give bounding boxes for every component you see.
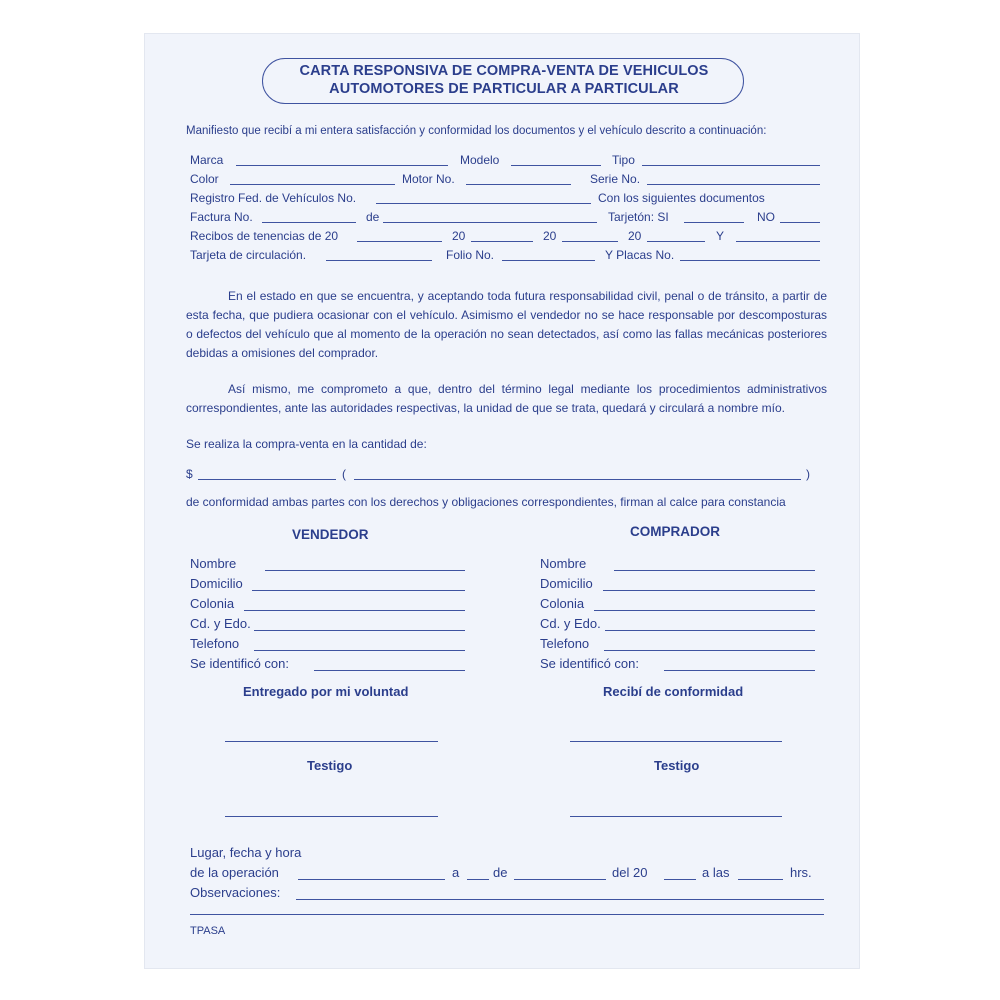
vendedor-telefono-field[interactable] xyxy=(254,650,465,651)
a-label: a xyxy=(452,865,460,880)
vendedor-cd-label: Cd. y Edo. xyxy=(190,616,251,631)
observaciones-field-1[interactable] xyxy=(296,899,824,900)
label-serie: Serie No. xyxy=(590,172,641,186)
title-line-2: AUTOMOTORES DE PARTICULAR A PARTICULAR xyxy=(329,81,679,97)
close-paren: ) xyxy=(806,467,810,481)
label-de: de xyxy=(366,210,380,224)
dollar-sign: $ xyxy=(186,467,193,481)
mes-field[interactable] xyxy=(514,879,606,880)
modelo-field[interactable] xyxy=(511,165,601,166)
vendedor-domicilio-label: Domicilio xyxy=(190,576,243,591)
vendedor-witness-line[interactable] xyxy=(225,816,438,817)
comprador-telefono-field[interactable] xyxy=(604,650,815,651)
vendedor-domicilio-field[interactable] xyxy=(252,590,465,591)
vendedor-heading: VENDEDOR xyxy=(292,527,369,542)
de-field[interactable] xyxy=(383,222,597,223)
color-field[interactable] xyxy=(230,184,395,185)
anio-field[interactable] xyxy=(664,879,696,880)
vendedor-signature-label: Entregado por mi voluntad xyxy=(243,684,409,699)
vendedor-telefono-label: Telefono xyxy=(190,636,240,651)
vendedor-cd-field[interactable] xyxy=(254,630,465,631)
label-no: NO xyxy=(757,210,775,224)
tarjeton-si-field[interactable] xyxy=(684,222,744,223)
recibo-5-field[interactable] xyxy=(736,241,820,242)
comprador-nombre-label: Nombre xyxy=(540,556,587,571)
label-color: Color xyxy=(190,172,219,186)
recibo-1-field[interactable] xyxy=(357,241,442,242)
label-tarjeton: Tarjetón: SI xyxy=(608,210,669,224)
label-20-b: 20 xyxy=(543,229,557,243)
comprador-telefono-label: Telefono xyxy=(540,636,590,651)
label-registro: Registro Fed. de Vehículos No. xyxy=(190,191,357,205)
operacion-lugar-field[interactable] xyxy=(298,879,445,880)
vendedor-witness-label: Testigo xyxy=(307,758,353,773)
placas-field[interactable] xyxy=(680,260,820,261)
comprador-colonia-field[interactable] xyxy=(594,610,815,611)
label-20-a: 20 xyxy=(452,229,466,243)
tipo-field[interactable] xyxy=(642,165,820,166)
label-motor: Motor No. xyxy=(402,172,455,186)
comprador-witness-line[interactable] xyxy=(570,816,782,817)
comprador-identifico-field[interactable] xyxy=(664,670,815,671)
label-placas: Y Placas No. xyxy=(605,248,675,262)
hrs-label: hrs. xyxy=(790,865,812,880)
label-tarjeta: Tarjeta de circulación. xyxy=(190,248,307,262)
comprador-heading: COMPRADOR xyxy=(630,524,720,539)
comprador-witness-label: Testigo xyxy=(654,758,700,773)
brand-mark: TPASA xyxy=(190,925,226,937)
comprador-domicilio-field[interactable] xyxy=(603,590,815,591)
tarjeton-no-field[interactable] xyxy=(780,222,820,223)
folio-field[interactable] xyxy=(502,260,595,261)
amount-words-field[interactable] xyxy=(354,479,801,480)
factura-field[interactable] xyxy=(262,222,356,223)
paragraph-commitment: Así mismo, me comprometo a que, dentro del término legal mediante los procedimientos administrativos correspondientes, ante las autoridades respectivas, la unidad de que se trata, quedará y circulará a nombre mío. xyxy=(186,382,827,415)
title-line-1: CARTA RESPONSIVA DE COMPRA-VENTA DE VEHICULOS xyxy=(299,63,709,79)
comprador-nombre-field[interactable] xyxy=(614,570,815,571)
serie-field[interactable] xyxy=(647,184,820,185)
amount-label: Se realiza la compra-venta en la cantidad de: xyxy=(186,437,427,451)
vendedor-nombre-field[interactable] xyxy=(265,570,465,571)
hora-field[interactable] xyxy=(738,879,783,880)
recibo-4-field[interactable] xyxy=(647,241,705,242)
paragraph-responsibility: En el estado en que se encuentra, y aceptando toda futura responsabilidad civil, penal o de tránsito, a partir de esta fecha, que pudiera ocasionar con el vehículo. Asimismo el vendedor no se hace responsable por descomposturas o defectos del vehículo que al momento de la operación no sean detectados, así como las fallas mecánicas posteriores debidas a omisiones del comprador. xyxy=(186,289,827,360)
vendedor-colonia-field[interactable] xyxy=(244,610,465,611)
comprador-signature-label: Recibí de conformidad xyxy=(603,684,744,699)
comprador-colonia-label: Colonia xyxy=(540,596,585,611)
amount-number-field[interactable] xyxy=(198,479,336,480)
operacion-label: de la operación xyxy=(190,865,279,880)
label-factura: Factura No. xyxy=(190,210,253,224)
vendedor-signature-line[interactable] xyxy=(225,741,438,742)
label-modelo: Modelo xyxy=(460,153,500,167)
vendedor-nombre-label: Nombre xyxy=(190,556,237,571)
label-y: Y xyxy=(716,229,725,243)
open-paren: ( xyxy=(342,467,346,481)
comprador-cd-field[interactable] xyxy=(605,630,815,631)
label-marca: Marca xyxy=(190,153,224,167)
comprador-cd-label: Cd. y Edo. xyxy=(540,616,601,631)
label-docs: Con los siguientes documentos xyxy=(598,191,765,205)
label-recibos: Recibos de tenencias de 20 xyxy=(190,229,339,243)
label-20-c: 20 xyxy=(628,229,642,243)
label-folio: Folio No. xyxy=(446,248,495,262)
comprador-domicilio-label: Domicilio xyxy=(540,576,593,591)
title-box xyxy=(262,58,744,104)
intro-text: Manifiesto que recibí a mi entera satisfacción y conformidad los documentos y el vehículo descrito a continuación: xyxy=(186,125,767,137)
de-label: de xyxy=(493,865,508,880)
recibo-2-field[interactable] xyxy=(471,241,533,242)
lugar-label: Lugar, fecha y hora xyxy=(190,845,302,860)
registro-field[interactable] xyxy=(376,203,591,204)
dia-field[interactable] xyxy=(467,879,489,880)
label-tipo: Tipo xyxy=(612,153,635,167)
agreement-text: de conformidad ambas partes con los derechos y obligaciones correspondientes, firman al calce para constancia xyxy=(186,495,786,509)
vendedor-colonia-label: Colonia xyxy=(190,596,235,611)
alas-label: a las xyxy=(702,865,730,880)
del-label: del 20 xyxy=(612,865,648,880)
motor-field[interactable] xyxy=(466,184,571,185)
vendedor-identifico-label: Se identificó con: xyxy=(190,656,290,671)
tarjeta-field[interactable] xyxy=(326,260,432,261)
recibo-3-field[interactable] xyxy=(562,241,618,242)
comprador-identifico-label: Se identificó con: xyxy=(540,656,640,671)
observaciones-label: Observaciones: xyxy=(190,885,281,900)
vendedor-identifico-field[interactable] xyxy=(314,670,465,671)
marca-field[interactable] xyxy=(236,165,448,166)
comprador-signature-line[interactable] xyxy=(570,741,782,742)
observaciones-field-2[interactable] xyxy=(190,914,824,915)
